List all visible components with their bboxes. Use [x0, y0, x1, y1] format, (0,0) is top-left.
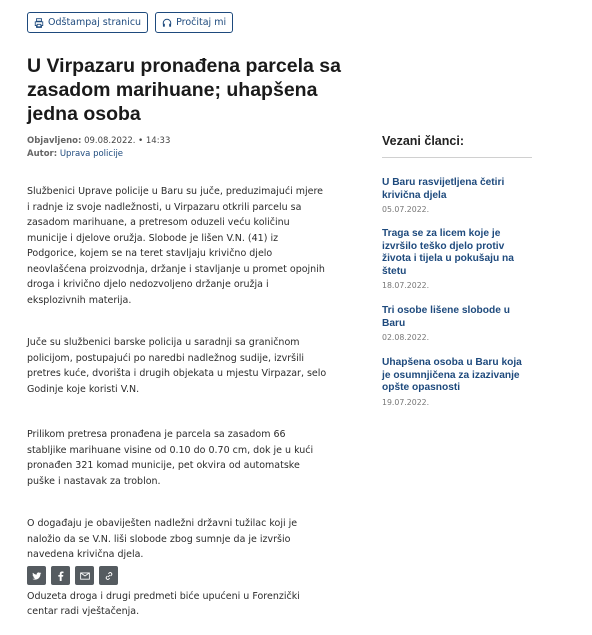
- article-paragraph: Službenici Uprave policije u Baru su juče, preduzimajući mjere i radnje iz svoje nadležnosti, u Virpazaru otkrili parcelu sa zasadom marihuane, a pretresom oduzeli veću količinu municije i djelove oružja. Slobode je lišen V.N. (41) iz Podgorice, kojem se na teret stavljaju krivično djelo neovlašćena proizvodnja, držanje i stavljanje u promet opojnih droga i krivično djelo nedozvoljeno držanje oružja i eksplozivnih materija.: [27, 186, 325, 306]
- printer-icon: [34, 18, 44, 28]
- related-articles-title: Vezani članci:: [382, 134, 532, 158]
- share-facebook-button[interactable]: [51, 566, 70, 585]
- article-paragraph: Prilikom pretresa pronađena je parcela sa zasadom 66 stabljike marihuane visine od 0.10 do 0.70 cm, dok je u kući pronađen 321 komad municije, pet okvira od automatske puške i nastavak za troblon.: [27, 429, 314, 487]
- published-line: [27, 135, 170, 148]
- headphones-icon: [162, 18, 172, 28]
- related-article-date: 18.07.2022.: [382, 281, 430, 290]
- related-article-title[interactable]: Uhapšena osoba u Baru koja je osumnjičena za izazivanje opšte opasnosti: [382, 357, 522, 393]
- author-line: [27, 148, 170, 161]
- share-link-button[interactable]: [99, 566, 118, 585]
- read-aloud-button-label: Pročitaj mi: [176, 17, 227, 28]
- published-value: 09.08.2022. • 14:33: [84, 136, 171, 146]
- share-email-button[interactable]: [75, 566, 94, 585]
- related-article-date: 02.08.2022.: [382, 333, 430, 342]
- related-article-title[interactable]: U Baru rasvijetljena četiri krivična djela: [382, 177, 505, 201]
- related-article-item[interactable]: [382, 228, 532, 290]
- related-article-title[interactable]: Traga se za licem koje je izvršilo teško djelo protiv života i tijela u pokušaju na štetu: [382, 228, 514, 277]
- related-article-item[interactable]: [382, 357, 532, 407]
- article-meta: [27, 135, 170, 161]
- link-icon: [104, 571, 114, 581]
- share-twitter-button[interactable]: [27, 566, 46, 585]
- print-button-label: Odštampaj stranicu: [48, 17, 142, 28]
- article-paragraph: Oduzeta droga i drugi predmeti biće upućeni u Forenzički centar radi vještačenja.: [27, 590, 300, 617]
- author-label: Autor:: [27, 149, 58, 159]
- twitter-icon: [32, 571, 42, 581]
- article-toolbar: [27, 12, 233, 33]
- article-title: U Virpazaru pronađena parcela sa zasadom marihuane; uhapšena jedna osoba: [27, 55, 341, 125]
- share-bar: [27, 566, 118, 585]
- facebook-icon: [56, 571, 66, 581]
- print-button[interactable]: [27, 12, 148, 33]
- related-article-date: 05.07.2022.: [382, 205, 430, 214]
- read-aloud-button[interactable]: [155, 12, 233, 33]
- article-paragraph: Juče su službenici barske policija u saradnji sa graničnom policijom, postupajući po naredbi nadležnog sudije, izvršili pretres kuće, dvorišta i drugih objekata u mjestu Virpazar, selo Godinje koje koristi V.N.: [27, 337, 327, 395]
- email-icon: [80, 571, 90, 581]
- related-article-title[interactable]: Tri osobe lišene slobode u Baru: [382, 305, 510, 329]
- related-articles: [382, 134, 532, 407]
- author-link[interactable]: Uprava policije: [59, 149, 124, 159]
- related-article-date: 19.07.2022.: [382, 397, 430, 407]
- related-article-item[interactable]: [382, 177, 532, 214]
- article-paragraph: O događaju je obaviješten nadležni državni tužilac koji je naložio da se V.N. liši slobode zbog sumnje da je izvršio navedena krivična djela.: [27, 518, 298, 560]
- published-label: Objavljeno:: [27, 136, 82, 146]
- related-article-item[interactable]: [382, 305, 532, 342]
